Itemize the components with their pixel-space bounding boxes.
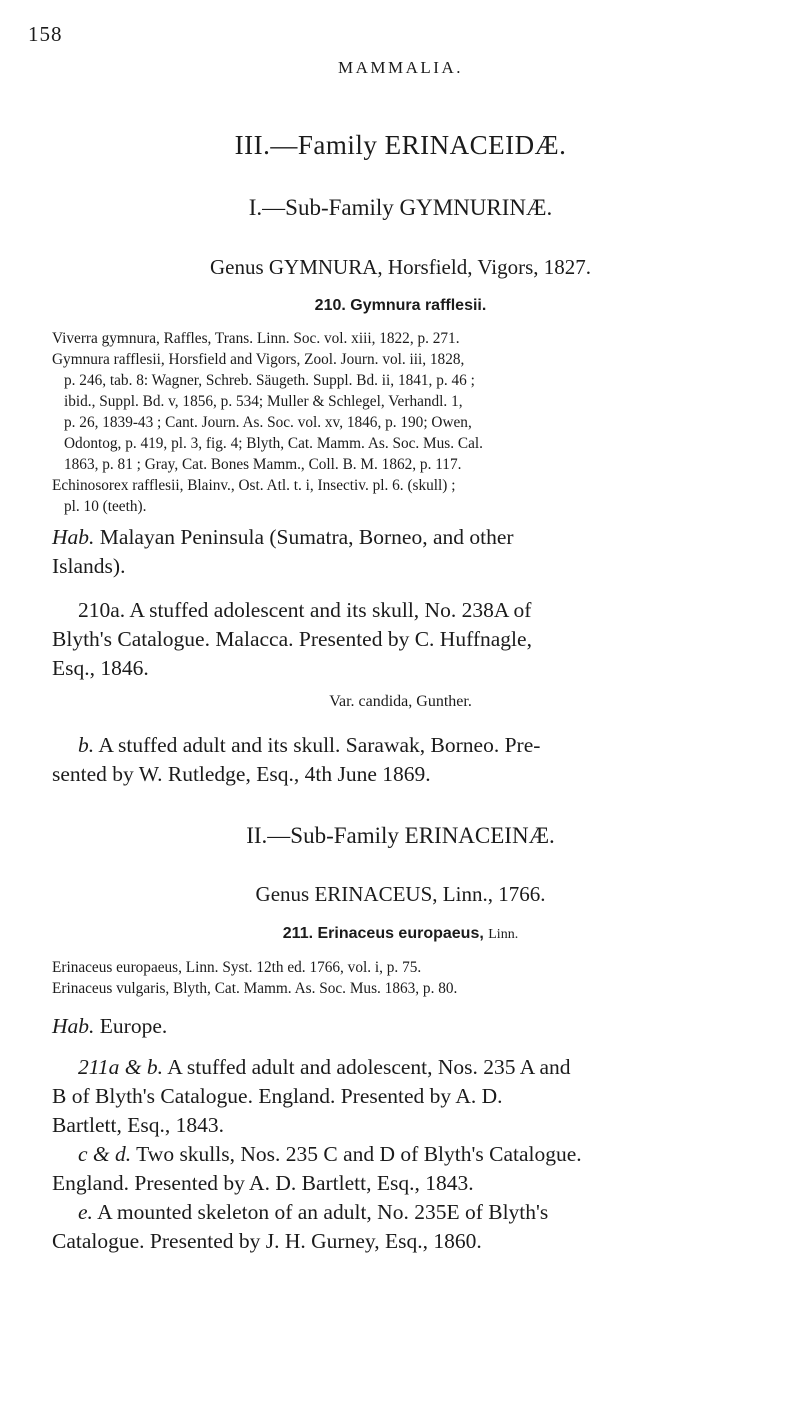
specimen-text: A stuffed adult and adolescent, Nos. 235 A and [167,1055,571,1079]
synonymy-line: ibid., Suppl. Bd. v, 1856, p. 534; Muller & Schlegel, Verhandl. 1, [64,393,463,410]
synonymy-block-1 [52,328,483,517]
synonymy-block-2 [52,957,457,999]
genus-heading-2: Genus ERINACEUS, Linn., 1766. [255,882,546,906]
running-head: MAMMALIA. [338,58,463,77]
specimen-label: 210a. [78,598,126,622]
page-number: 158 [28,22,63,46]
synonymy-line: Erinaceus europaeus, Linn. Syst. 12th ed. 1766, vol. i, p. 75. [52,959,422,976]
habitat-2 [52,1012,167,1041]
species-author: Linn. [488,927,519,942]
habitat-text: Europe. [99,1014,168,1038]
specimen-text: A stuffed adult and its skull. Sarawak, Borneo. Pre- [98,733,541,757]
species-number: 210. [314,297,346,314]
specimen-text: A stuffed adolescent and its skull, No. 238A of [129,598,532,622]
genus-heading-1: Genus GYMNURA, Horsfield, Vigors, 1827. [209,255,591,279]
specimen-text: A mounted skeleton of an adult, No. 235E of Blyth's [97,1200,549,1224]
specimen-label: b. [78,733,95,757]
specimen-text: Bartlett, Esq., 1843. [52,1113,224,1137]
habitat-1 [52,523,514,581]
specimen-label: c & d. [78,1142,132,1166]
specimen-label: e. [78,1200,93,1224]
specimen-text: Catalogue. Presented by J. H. Gurney, Esq., 1860. [52,1229,482,1253]
species-heading-1 [0,297,801,315]
specimen-text: sented by W. Rutledge, Esq., 4th June 1869. [52,762,431,786]
synonymy-line: Erinaceus vulgaris, Blyth, Cat. Mamm. As. Soc. Mus. 1863, p. 80. [52,980,458,997]
synonymy-line: Echinosorex rafflesii, Blainv., Ost. Atl. t. i, Insectiv. pl. 6. (skull) ; [52,477,456,494]
specimen-text: Two skulls, Nos. 235 C and D of Blyth's Catalogue. [136,1142,582,1166]
subfamily-heading-1: I.—Sub-Family GYMNURINÆ. [248,195,553,220]
habitat-text-cont: Islands). [52,554,126,578]
variety-line: Var. candida, Gunther. [329,693,472,710]
synonymy-line: pl. 10 (teeth). [64,498,147,515]
synonymy-line: 1863, p. 81 ; Gray, Cat. Bones Mamm., Coll. B. M. 1862, p. 117. [64,456,462,473]
habitat-label: Hab. [52,1014,95,1038]
synonymy-line: Odontog, p. 419, pl. 3, fig. 4; Blyth, Cat. Mamm. As. Soc. Mus. Cal. [64,435,483,452]
habitat-text: Malayan Peninsula (Sumatra, Borneo, and other [99,525,514,549]
habitat-label: Hab. [52,525,95,549]
species-name: Erinaceus europaeus, [317,925,484,942]
specimen-entry-211ab [52,1053,582,1256]
synonymy-line: p. 246, tab. 8: Wagner, Schreb. Säugeth. Suppl. Bd. ii, 1841, p. 46 ; [64,372,475,389]
specimen-label: 211a & b. [78,1055,164,1079]
specimen-text: B of Blyth's Catalogue. England. Presented by A. D. [52,1084,503,1108]
species-name: Gymnura rafflesii. [350,297,487,314]
specimen-entry-210a [52,596,532,683]
subfamily-heading-2: II.—Sub-Family ERINACEINÆ. [246,823,555,848]
synonymy-line: Viverra gymnura, Raffles, Trans. Linn. Soc. vol. xiii, 1822, p. 271. [52,330,460,347]
specimen-entry-b [52,731,540,789]
specimen-text: Esq., 1846. [52,656,149,680]
family-heading: III.—Family ERINACEIDÆ. [234,130,567,160]
synonymy-line: Gymnura rafflesii, Horsfield and Vigors, Zool. Journ. vol. iii, 1828, [52,351,465,368]
specimen-text: Blyth's Catalogue. Malacca. Presented by C. Huffnagle, [52,627,532,651]
species-heading-2 [0,925,801,943]
species-number: 211. [282,925,314,942]
specimen-text: England. Presented by A. D. Bartlett, Esq., 1843. [52,1171,474,1195]
synonymy-line: p. 26, 1839-43 ; Cant. Journ. As. Soc. vol. xv, 1846, p. 190; Owen, [64,414,472,431]
